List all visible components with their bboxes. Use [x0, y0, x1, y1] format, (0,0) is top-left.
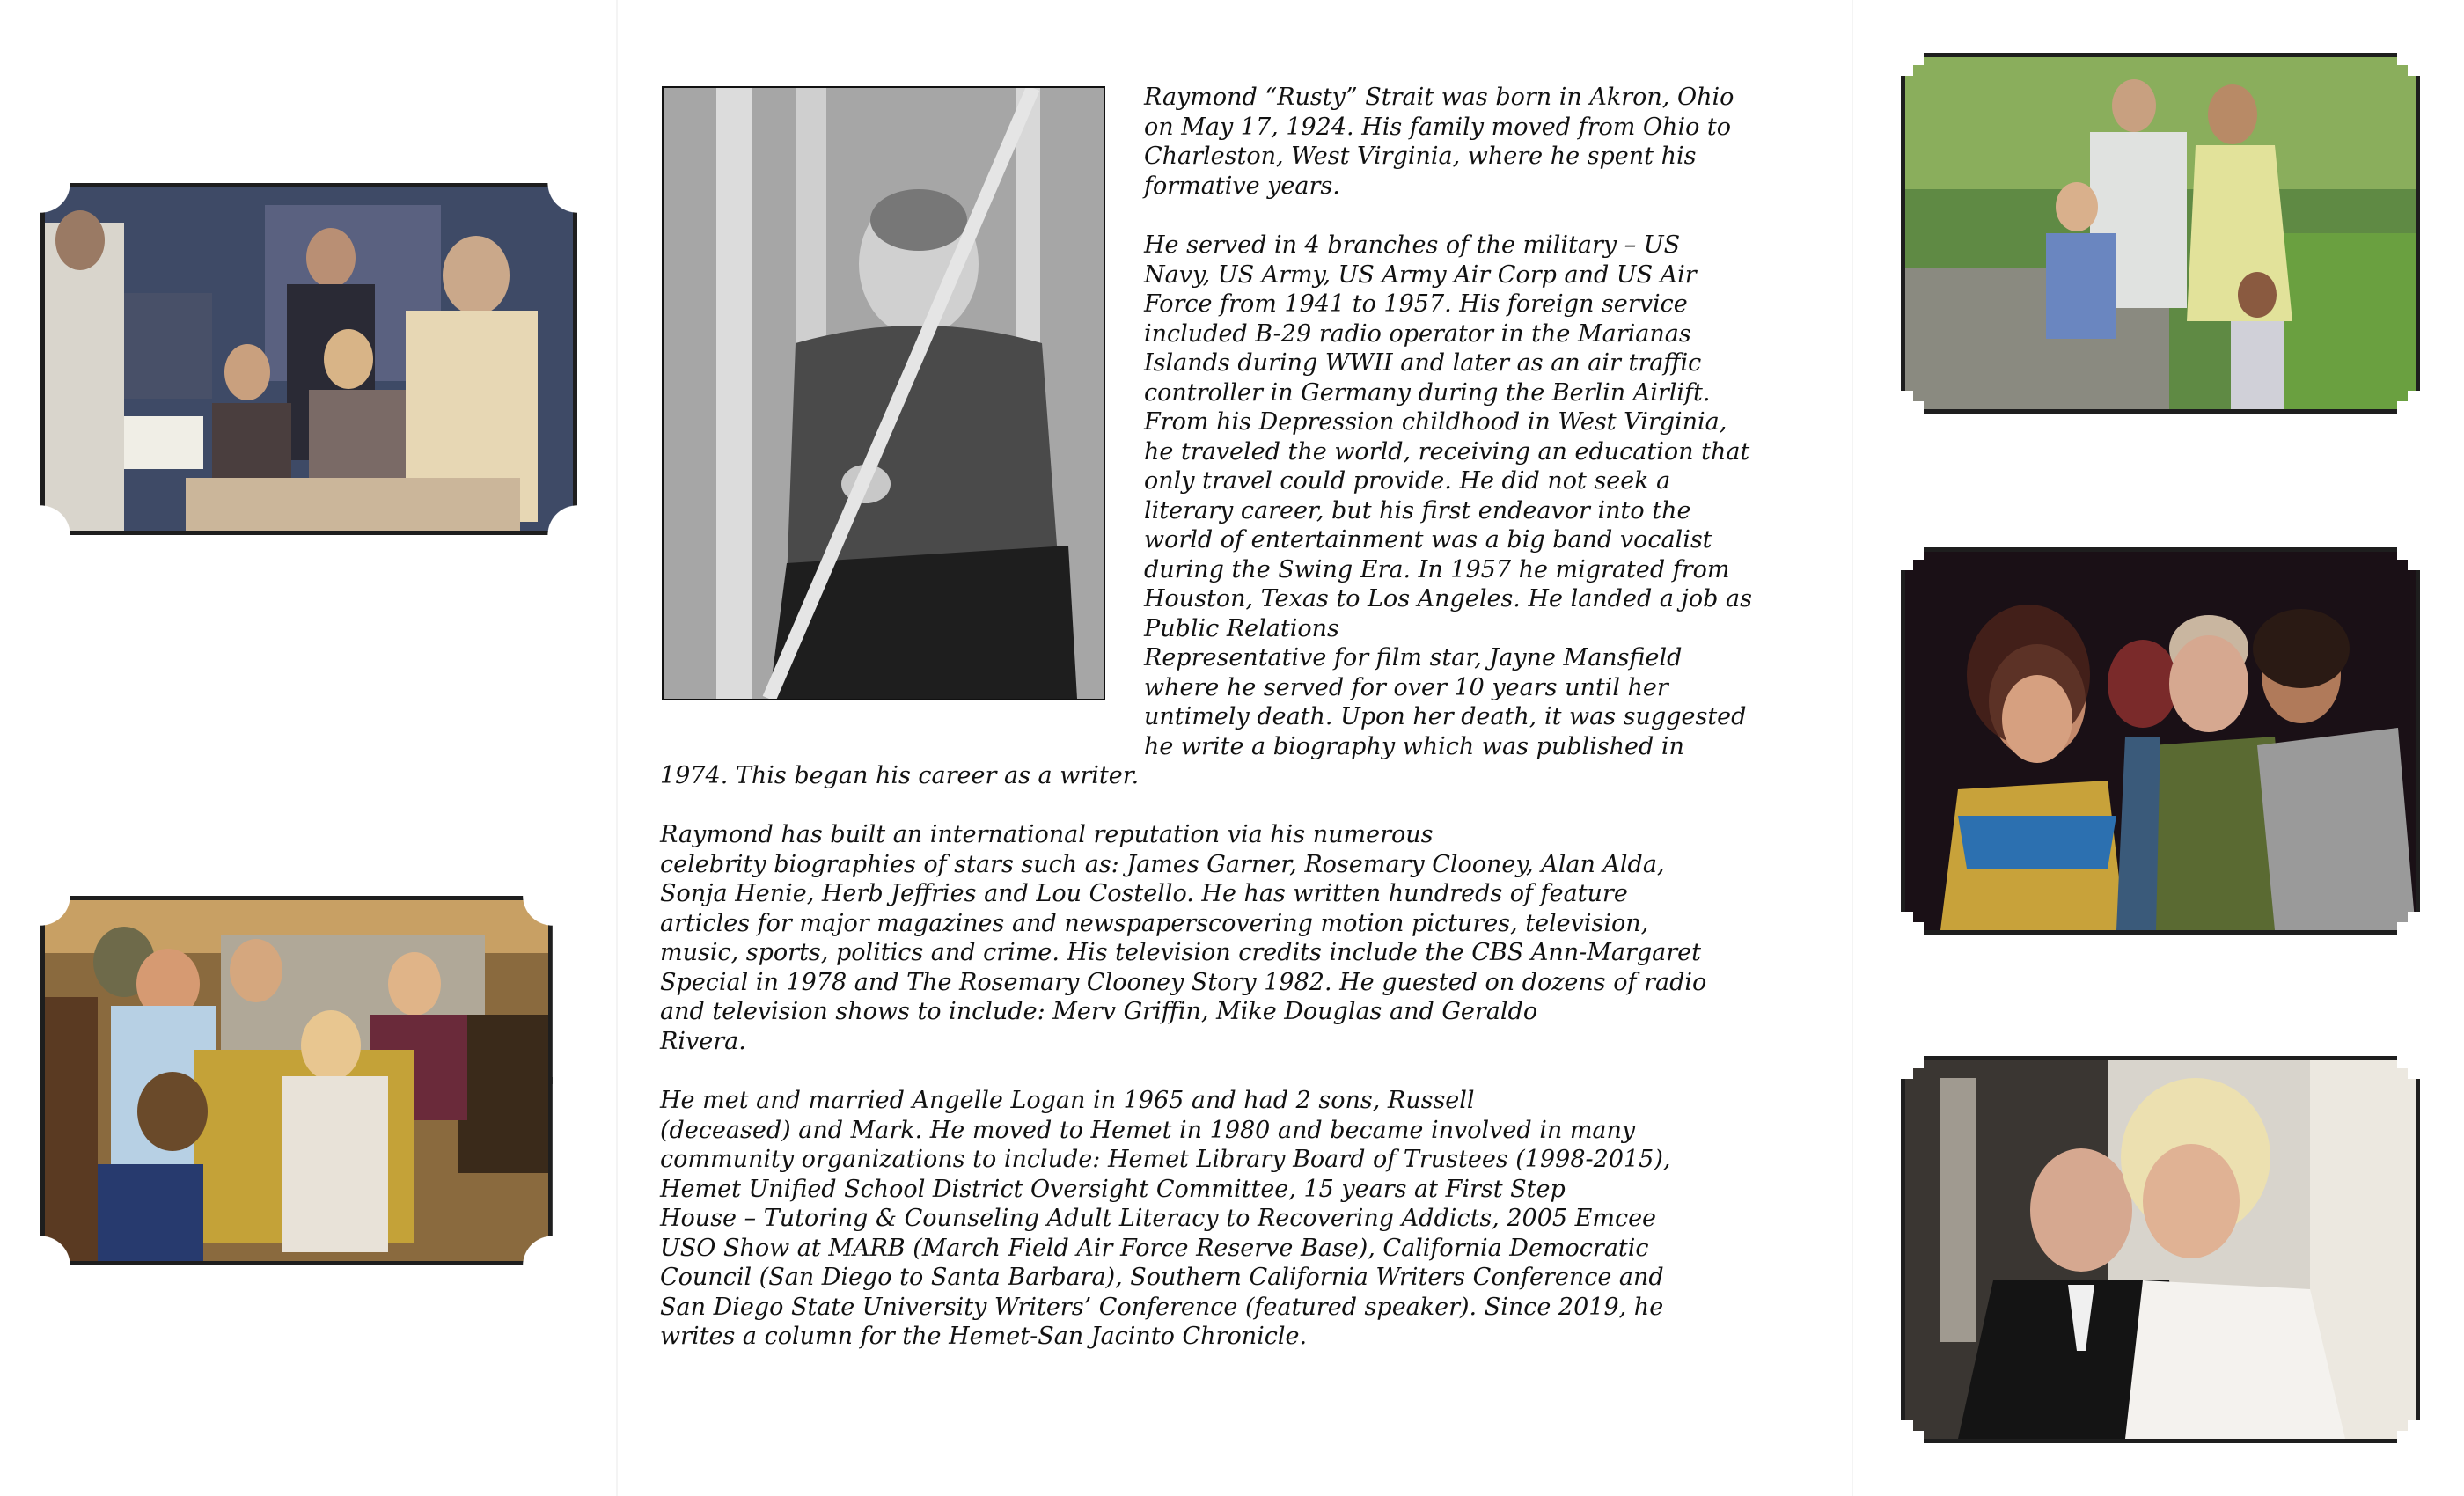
bio-line: formative years. — [1144, 172, 1340, 200]
bio-line: Hemet Unified School District Oversight Committee, 15 years at First Step — [660, 1175, 1566, 1203]
family-ceremony-photo — [40, 183, 577, 535]
couple-formal-photo — [1901, 1056, 2420, 1443]
bio-paragraph-military — [1144, 231, 1752, 761]
bio-line: Rivera. — [660, 1027, 746, 1055]
bio-line: (deceased) and Mark. He moved to Hemet in 1980 and became involved in many — [660, 1116, 1636, 1144]
bio-line: Council (San Diego to Santa Barbara), Southern California Writers Conference and — [660, 1264, 1664, 1291]
bio-line: community organizations to include: Hemet Library Board of Trustees (1998-2015), — [660, 1146, 1671, 1173]
bio-line: controller in Germany during the Berlin Airlift. — [1144, 378, 1711, 407]
bio-line: House – Tutoring & Counseling Adult Literacy to Recovering Addicts, 2005 Emcee — [660, 1205, 1657, 1232]
bio-line: only travel could provide. He did not seek a — [1144, 467, 1671, 495]
bio-paragraph-community — [660, 1086, 1670, 1352]
bio-line: world of entertainment was a big band vocalist — [1144, 526, 1712, 554]
bio-line: where he served for over 10 years until her — [1144, 673, 1668, 701]
bio-line: celebrity biographies of stars such as: James Garner, Rosemary Clooney, Alan Alda, — [660, 850, 1665, 878]
bio-paragraph-birth — [1144, 83, 1734, 201]
bio-line: untimely death. Upon her death, it was suggested — [1144, 703, 1747, 730]
bio-line: Islands during WWII and later as an air traffic — [1144, 349, 1702, 377]
bio-line: articles for major magazines and newspaperscovering motion pictures, television, — [660, 909, 1649, 937]
bio-line-writer-start: 1974. This began his career as a writer. — [660, 762, 1140, 789]
bio-line: Sonja Henie, Herb Jeffries and Lou Costello. He has written hundreds of feature — [660, 880, 1628, 907]
bio-line: during the Swing Era. In 1957 he migrated from — [1144, 555, 1730, 583]
bio-line: music, sports, politics and crime. His television credits include the CBS Ann-Margaret — [660, 939, 1702, 966]
group-friends-photo — [1901, 547, 2420, 935]
panel-fold-left — [616, 0, 618, 1496]
bio-line: writes a column for the Hemet-San Jacinto Chronicle. — [660, 1323, 1308, 1350]
bio-line: Public Relations — [1144, 614, 1339, 642]
raymond-strait-portrait — [662, 86, 1105, 700]
bio-line: Houston, Texas to Los Angeles. He landed a job as — [1144, 585, 1752, 612]
bio-line: Representative for film star, Jayne Mansfield — [1144, 644, 1683, 671]
bio-line: He served in 4 branches of the military – US — [1144, 231, 1681, 259]
bio-line: From his Depression childhood in West Virginia, — [1144, 408, 1727, 436]
bio-line: he write a biography which was published in — [1144, 732, 1684, 760]
family-living-room-photo — [40, 896, 553, 1265]
bio-line: Force from 1941 to 1957. His foreign service — [1144, 290, 1688, 318]
bio-line: Special in 1978 and The Rosemary Clooney Story 1982. He guested on dozens of radio — [660, 968, 1707, 996]
panel-fold-right — [1852, 0, 1853, 1496]
bio-line: Charleston, West Virginia, where he spent his — [1144, 143, 1697, 170]
bio-line: literary career, but his first endeavor into the — [1144, 496, 1691, 524]
bio-line: Navy, US Army, US Army Air Corp and US Air — [1144, 260, 1697, 289]
bio-paragraph-career — [660, 820, 1706, 1056]
bio-line: he traveled the world, receiving an education that — [1144, 437, 1750, 466]
bio-line: on May 17, 1924. His family moved from Ohio to — [1144, 113, 1732, 141]
bio-line: Raymond “Rusty” Strait was born in Akron, Ohio — [1144, 84, 1734, 111]
family-wedding-photo — [1901, 53, 2420, 414]
bio-line: He met and married Angelle Logan in 1965 and had 2 sons, Russell — [660, 1087, 1475, 1114]
bio-line: Raymond has built an international reputation via his numerous — [660, 821, 1434, 848]
bio-line: San Diego State University Writers’ Conference (featured speaker). Since 2019, he — [660, 1293, 1664, 1321]
bio-line: included B-29 radio operator in the Marianas — [1144, 319, 1691, 348]
bio-line: and television shows to include: Merv Griffin, Mike Douglas and Geraldo — [660, 998, 1538, 1025]
bio-line: USO Show at MARB (March Field Air Force Reserve Base), California Democratic — [660, 1234, 1649, 1262]
